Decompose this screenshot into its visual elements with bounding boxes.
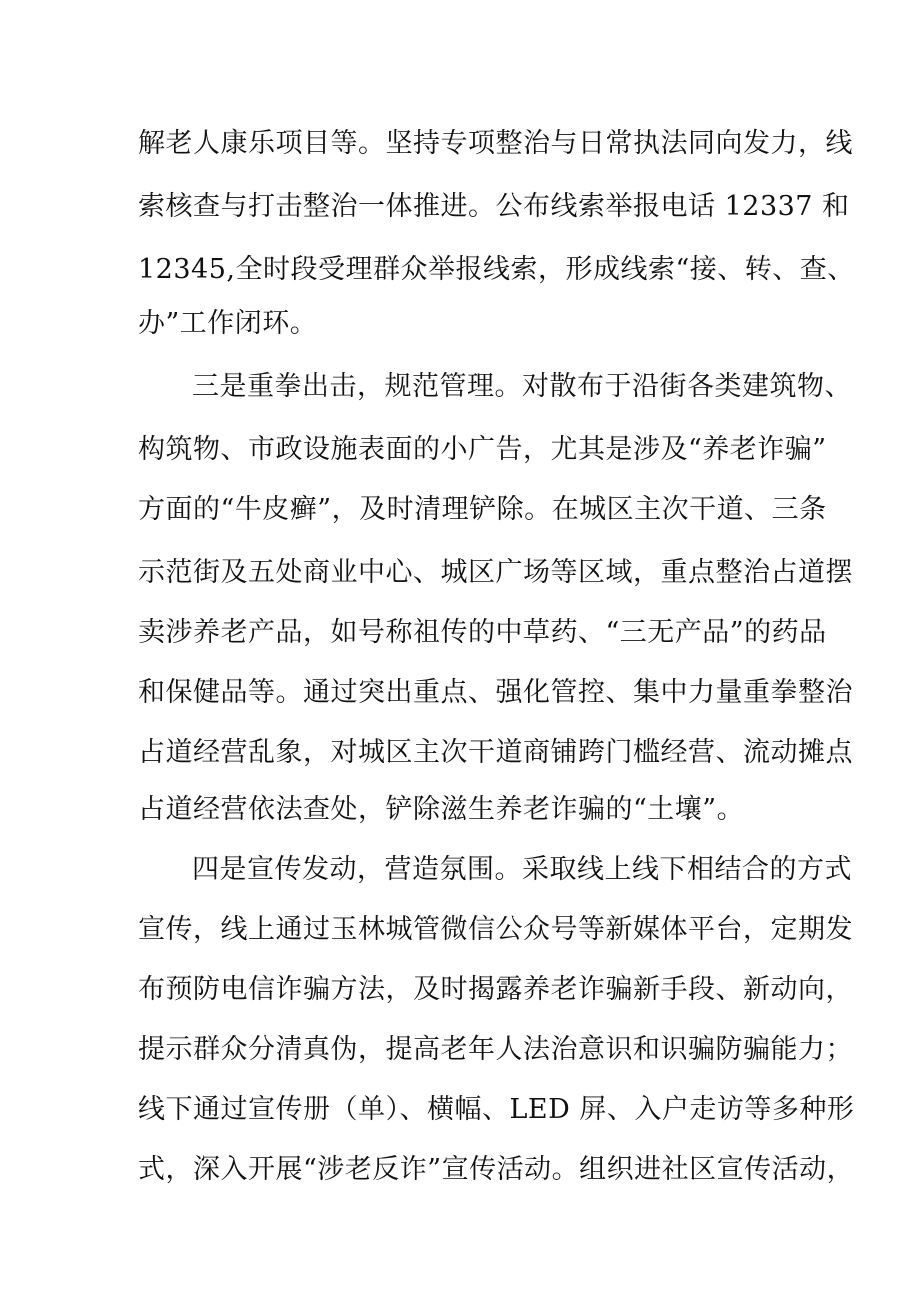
paragraph-3-line-4: 提示群众分清真伪，提高老年人法治意识和识骗防骗能力；	[138, 1034, 853, 1065]
paragraph-3-line-5: 线下通过宣传册（单）、横幅、LED 屏、入户走访等多种形	[138, 1094, 855, 1125]
paragraph-2-line-3: 方面的“牛皮癣”，及时清理铲除。在城区主次干道、三条	[138, 494, 827, 525]
paragraph-1-line-4: 办”工作闭环。	[138, 308, 318, 339]
paragraph-3-line-2: 宣传，线上通过玉林城管微信公众号等新媒体平台，定期发	[138, 914, 853, 945]
paragraph-1-line-3: 12345,全时段受理群众举报线索，形成线索“接、转、查、	[138, 254, 855, 285]
paragraph-3-line-6: 式，深入开展“涉老反诈”宣传活动。组织进社区宣传活动，	[138, 1154, 855, 1185]
paragraph-2-line-8: 占道经营依法查处，铲除滋生养老诈骗的“土壤”。	[138, 794, 745, 825]
paragraph-2-line-4: 示范街及五处商业中心、城区广场等区域，重点整治占道摆	[138, 557, 853, 588]
paragraph-2-line-1: 三是重拳出击，规范管理。对散布于沿街各类建筑物、	[192, 371, 852, 402]
paragraph-2-line-6: 和保健品等。通过突出重点、强化管控、集中力量重拳整治	[138, 677, 853, 708]
paragraph-1-line-2: 索核查与打击整治一体推进。公布线索举报电话 12337 和	[138, 191, 850, 222]
paragraph-2-line-7: 占道经营乱象，对城区主次干道商铺跨门槛经营、流动摊点	[138, 737, 853, 768]
paragraph-3-line-1: 四是宣传发动，营造氛围。采取线上线下相结合的方式	[192, 854, 852, 885]
paragraph-3-line-3: 布预防电信诈骗方法，及时揭露养老诈骗新手段、新动向，	[138, 974, 853, 1005]
paragraph-1-line-1: 解老人康乐项目等。坚持专项整治与日常执法同向发力，线	[138, 128, 853, 159]
paragraph-2-line-5: 卖涉养老产品，如号称祖传的中草药、“三无产品”的药品	[138, 617, 827, 648]
paragraph-2-line-2: 构筑物、市政设施表面的小广告，尤其是涉及“养老诈骗”	[138, 434, 827, 465]
